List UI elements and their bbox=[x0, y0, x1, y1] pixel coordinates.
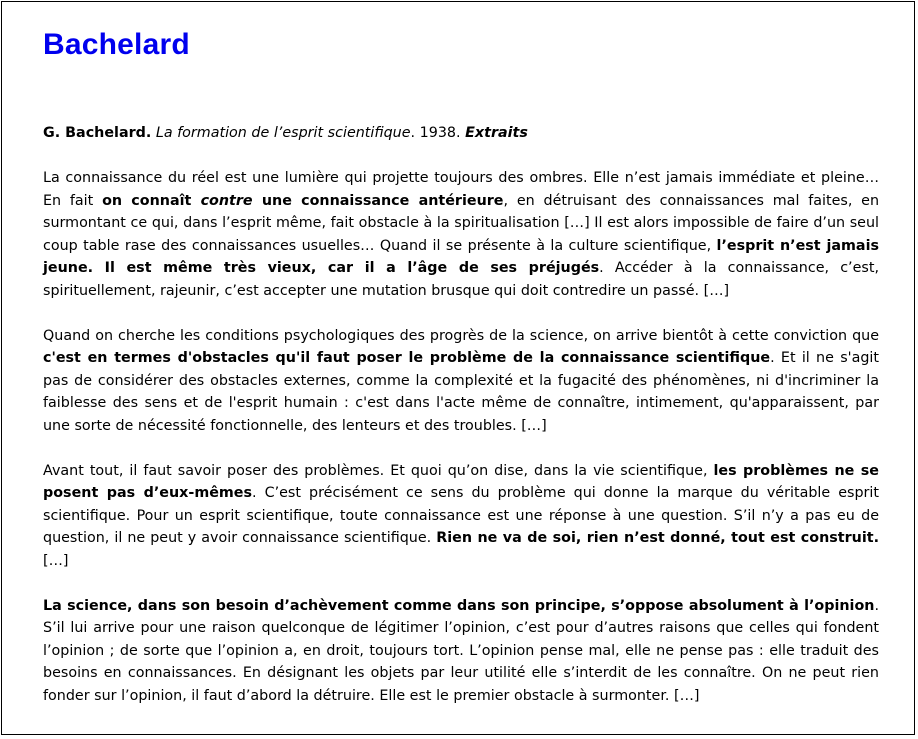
paragraph-3 bbox=[43, 460, 879, 573]
emphasis-text: c'est en termes d'obstacles qu'il faut poser le problème de la connaissance scientifique bbox=[43, 350, 771, 366]
paragraph-text: . S’il lui arrive pour une raison quelconque de légitimer l’opinion, c’est pour d’autres raisons que celles qui fondent l’opinion ; de sorte que l’opinion a, en droit, toujours tort. L’opinion pense mal, elle ne pense pas : elle traduit des besoins en connaissances. En désignant les objets par leur utilité elle s’interdit de les connaître. On ne peut rien fonder sur l’opinion, il faut d’abord la détruire. Elle est le premier obstacle à surmonter. […] bbox=[43, 597, 879, 704]
work-title: La formation de l’esprit scientifique bbox=[155, 125, 411, 141]
emphasis-text: Rien ne va de soi, rien n’est donné, tout est construit. bbox=[436, 530, 880, 546]
document-body bbox=[43, 122, 879, 730]
paragraph-2 bbox=[43, 325, 879, 438]
emphasis-text: les problèmes ne se posent pas d’eux-mêmes bbox=[43, 462, 879, 501]
document-frame bbox=[1, 1, 915, 735]
author-name: G. Bachelard. bbox=[43, 125, 152, 141]
publication-year: . 1938. bbox=[410, 125, 466, 141]
emphasis-text: l’esprit n’est jamais jeune. Il est même très vieux, car il a l’âge de ses préjugés bbox=[43, 237, 879, 276]
paragraph-text: . Accéder à la connaissance, c’est, spirituellement, rajeunir, c’est accepter une mutation brusque qui doit contredire un passé. […] bbox=[43, 260, 879, 299]
paragraph-text: . Et il ne s'agit pas de considérer des obstacles externes, comme la complexité et la fugacité des phénomènes, ni d'incriminer la faiblesse des sens et de l'esprit humain : c'est dans l'acte même de connaître, intimement, qu'apparaissent, par une sorte de nécessité fonctionnelle, des lenteurs et des troubles. […] bbox=[43, 350, 879, 434]
emphasis-italic-text: contre bbox=[200, 192, 253, 209]
emphasis-text: on connaît bbox=[102, 192, 201, 209]
emphasis-text: La science, dans son besoin d’achèvement comme dans son principe, s’oppose absolument à l’opinion bbox=[43, 597, 875, 614]
paragraph-text: […] bbox=[43, 552, 69, 569]
extracts-label: Extraits bbox=[465, 125, 528, 141]
paragraph-1 bbox=[43, 167, 879, 302]
paragraph-text: , en détruisant des connaissances mal faites, en surmontant ce qui, dans l’esprit même, fait obstacle à la spiritualisation […] Il est alors impossible de faire d’un seul coup table rase des connaissances usuelles… Quand il se présente à la culture scientifique, bbox=[43, 192, 880, 254]
paragraph-text: . C’est précisément ce sens du problème qui donne la marque du véritable esprit scientifique. Pour un esprit scientifique, toute connaissance est une réponse à une question. S’il n’y a pas eu de question, il ne peut y avoir connaissance scientifique. bbox=[43, 485, 879, 546]
citation-heading bbox=[43, 122, 879, 145]
page-title: Bachelard bbox=[43, 28, 190, 61]
paragraph-text: Avant tout, il faut savoir poser des problèmes. Et quoi qu’on dise, dans la vie scientifique, bbox=[43, 462, 714, 479]
emphasis-text: une connaissance antérieure bbox=[252, 192, 504, 209]
paragraph-4 bbox=[43, 595, 879, 708]
paragraph-text: La connaissance du réel est une lumière qui projette toujours des ombres. Elle n’est jamais immédiate et pleine… En fait bbox=[43, 170, 879, 209]
paragraph-text: Quand on cherche les conditions psychologiques des progrès de la science, on arrive bientôt à cette conviction que bbox=[43, 327, 879, 344]
